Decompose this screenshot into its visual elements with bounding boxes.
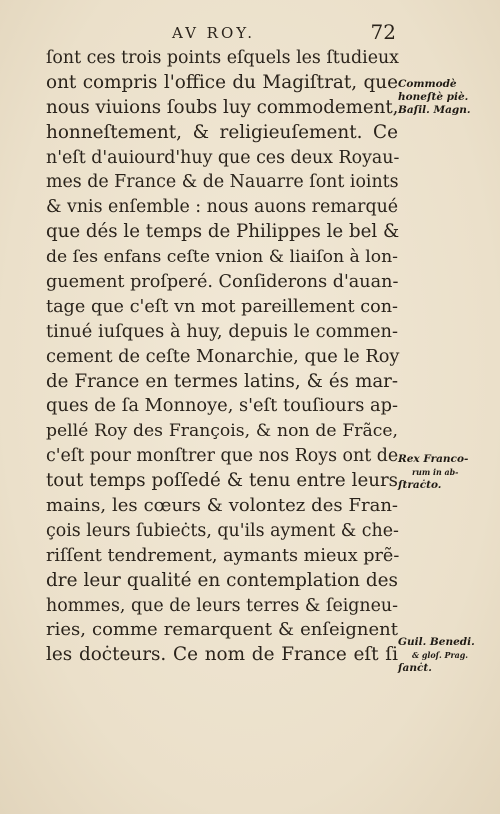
marginal-note [398,636,488,675]
marginal-note-line: ſanċt. [398,662,432,674]
text-line: ries, comme remarquent & enſeignent [46,619,398,641]
text-line: tage que c'eſt vn mot pareillement con- [46,296,398,317]
text-line: que dés le temps de Philippes le bel & [46,221,400,243]
text-line: riſſent tendrement, aymants mieux prẽ- [46,545,400,566]
text-line: hommes, que de leurs terres & ſeigneu- [46,595,398,616]
marginal-note-line: Rex Franco- [398,453,469,465]
marginal-note [398,453,488,492]
text-line: c'eſt pour monſtrer que nos Roys ont de [46,446,399,467]
page-header [46,20,396,46]
marginal-note-line: rum in ab- [412,468,459,477]
text-line: ont compris l'office du Magiſtrat, que [46,71,398,93]
marginal-note-line: Guil. Benedi. [398,636,475,648]
text-line: nous viuions ſoubs luy commodement, [46,96,399,118]
text-line: çois leurs ſubieċts, qu'ils ayment & che- [46,520,399,541]
marginal-note-line: honeſtè piè. [398,91,469,103]
text-line: guement proſperé. Conſiderons d'auan- [46,272,399,293]
text-line: les doċteurs. Ce nom de France eſt ſi [46,644,398,666]
text-line: pellé Roy des François, & non de Frãce, [46,421,398,442]
text-line: de France en termes latins, & és mar- [46,370,398,392]
text-line: tout temps poſſedé & tenu entre leurs [46,470,398,492]
text-line: tinué iuſques à huy, depuis le commen- [46,320,398,342]
text-line: n'eſt d'auiourd'huy que ces deux Royau- [46,147,400,168]
text-line: de ſes enfans ceſte vnion & liaiſon à lon- [46,247,398,268]
text-line: & vnis enſemble : nous auons remarqué [46,197,399,218]
marginal-note-line: ſtraċto. [398,479,442,491]
running-head: AV ROY. [172,24,256,42]
marginal-note [398,78,488,117]
body-text [46,46,398,668]
marginal-note-line: Baſil. Magn. [398,104,471,116]
page-number: 72 [370,20,396,44]
text-line: mains, les cœurs & volontez des Fran- [46,495,398,517]
text-line: dre leur qualité en contemplation des [46,569,398,591]
text-line: ques de ſa Monnoye, s'eſt touſiours ap- [46,395,398,417]
marginal-note-line: & gloſ. Prag. [412,651,469,660]
text-line: cement de ceſte Monarchie, que le Roy [46,345,400,367]
text-line: ſont ces trois points eſquels les ſtudieux [46,48,399,68]
marginal-note-line: Commodè [398,78,457,90]
text-line: honneſtement, & religieuſement. Ce [46,121,398,143]
text-line: mes de France & de Nauarre ſont ioints [46,172,399,193]
